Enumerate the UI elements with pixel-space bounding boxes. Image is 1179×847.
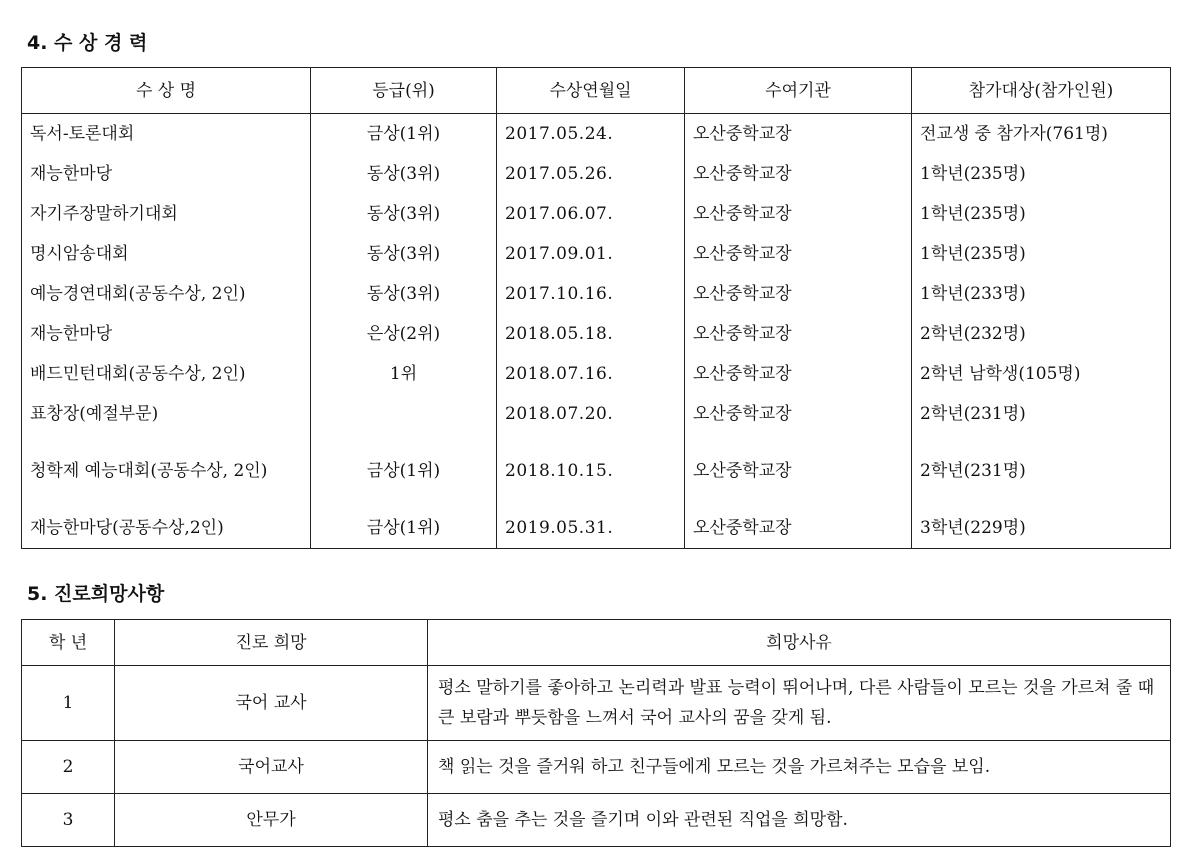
award-name: 재능한마당 [22, 314, 311, 354]
award-name: 배드민턴대회(공동수상, 2인) [22, 354, 311, 394]
award-target: 1학년(235명) [912, 234, 1171, 274]
award-org: 오산중학교장 [685, 274, 912, 314]
award-grade: 금상(1위) [311, 114, 497, 155]
award-name: 명시암송대회 [22, 234, 311, 274]
career-section-title: 5. 진로희망사항 [27, 583, 165, 605]
award-name: 독서-토론대회 [22, 114, 311, 155]
table-row [22, 508, 1171, 549]
table-row [22, 314, 1171, 354]
awards-header-grade: 등급(위) [311, 68, 497, 114]
career-hope: 국어 교사 [115, 666, 428, 741]
award-name: 청학제 예능대회(공동수상, 2인) [22, 434, 311, 508]
table-row [22, 114, 1171, 155]
award-target: 1학년(235명) [912, 194, 1171, 234]
awards-section-title: 4. 수 상 경 력 [27, 32, 148, 54]
award-grade: 금상(1위) [311, 434, 497, 508]
award-date: 2017.06.07. [497, 194, 685, 234]
table-row [22, 274, 1171, 314]
award-org: 오산중학교장 [685, 354, 912, 394]
career-reason: 평소 말하기를 좋아하고 논리력과 발표 능력이 뛰어나며, 다른 사람들이 모르는 것을 가르쳐 줄 때 큰 보람과 뿌듯함을 느껴서 국어 교사의 꿈을 갖게 됨. [428, 666, 1171, 741]
award-name: 재능한마당(공동수상,2인) [22, 508, 311, 549]
awards-table [21, 67, 1171, 549]
award-target: 2학년(231명) [912, 434, 1171, 508]
award-target: 전교생 중 참가자(761명) [912, 114, 1171, 155]
award-target: 2학년(231명) [912, 394, 1171, 434]
award-org: 오산중학교장 [685, 508, 912, 549]
awards-header-row [22, 68, 1171, 114]
career-reason: 평소 춤을 추는 것을 즐기며 이와 관련된 직업을 희망함. [428, 794, 1171, 847]
award-name: 자기주장말하기대회 [22, 194, 311, 234]
career-reason: 책 읽는 것을 즐거워 하고 친구들에게 모르는 것을 가르쳐주는 모습을 보임. [428, 741, 1171, 794]
award-date: 2017.09.01. [497, 234, 685, 274]
award-org: 오산중학교장 [685, 194, 912, 234]
award-org: 오산중학교장 [685, 114, 912, 155]
award-date: 2018.10.15. [497, 434, 685, 508]
awards-header-target: 참가대상(참가인원) [912, 68, 1171, 114]
table-row [22, 394, 1171, 434]
table-row [22, 741, 1171, 794]
award-org: 오산중학교장 [685, 434, 912, 508]
award-target: 2학년(232명) [912, 314, 1171, 354]
award-grade: 금상(1위) [311, 508, 497, 549]
award-date: 2019.05.31. [497, 508, 685, 549]
awards-header-org: 수여기관 [685, 68, 912, 114]
career-year: 3 [22, 794, 115, 847]
award-date: 2018.07.20. [497, 394, 685, 434]
career-header-hope: 진로 희망 [115, 620, 428, 666]
award-date: 2018.07.16. [497, 354, 685, 394]
award-grade: 동상(3위) [311, 194, 497, 234]
career-year: 2 [22, 741, 115, 794]
table-row [22, 194, 1171, 234]
career-header-year: 학 년 [22, 620, 115, 666]
award-target: 1학년(233명) [912, 274, 1171, 314]
career-header-row [22, 620, 1171, 666]
table-row [22, 354, 1171, 394]
career-table [21, 619, 1171, 847]
award-target: 1학년(235명) [912, 154, 1171, 194]
award-org: 오산중학교장 [685, 394, 912, 434]
award-grade: 동상(3위) [311, 274, 497, 314]
award-org: 오산중학교장 [685, 154, 912, 194]
award-org: 오산중학교장 [685, 234, 912, 274]
table-row [22, 666, 1171, 741]
career-year: 1 [22, 666, 115, 741]
award-date: 2017.05.26. [497, 154, 685, 194]
career-header-reason: 희망사유 [428, 620, 1171, 666]
career-hope: 국어교사 [115, 741, 428, 794]
award-name: 표창장(예절부문) [22, 394, 311, 434]
award-grade: 은상(2위) [311, 314, 497, 354]
award-target: 3학년(229명) [912, 508, 1171, 549]
table-row [22, 234, 1171, 274]
table-row [22, 794, 1171, 847]
award-target: 2학년 남학생(105명) [912, 354, 1171, 394]
table-row [22, 434, 1171, 508]
award-grade: 1위 [311, 354, 497, 394]
award-org: 오산중학교장 [685, 314, 912, 354]
table-row [22, 154, 1171, 194]
award-date: 2017.05.24. [497, 114, 685, 155]
award-grade: 동상(3위) [311, 234, 497, 274]
award-date: 2018.05.18. [497, 314, 685, 354]
award-grade: 동상(3위) [311, 154, 497, 194]
award-name: 예능경연대회(공동수상, 2인) [22, 274, 311, 314]
awards-header-name: 수 상 명 [22, 68, 311, 114]
career-hope: 안무가 [115, 794, 428, 847]
awards-header-date: 수상연월일 [497, 68, 685, 114]
award-name: 재능한마당 [22, 154, 311, 194]
award-grade [311, 394, 497, 434]
award-date: 2017.10.16. [497, 274, 685, 314]
